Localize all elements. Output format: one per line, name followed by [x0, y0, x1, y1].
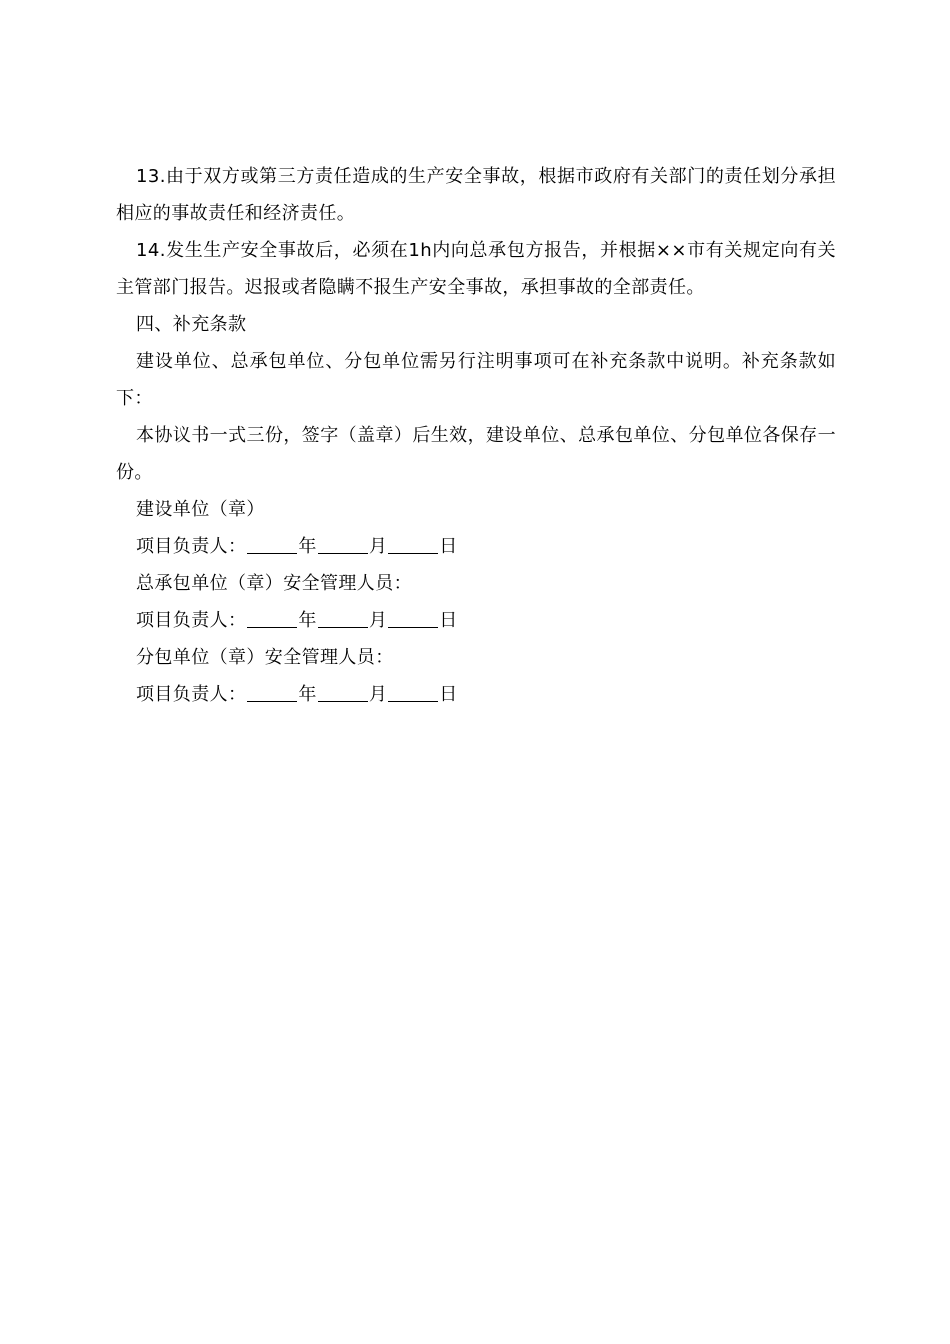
- document-body: [116, 158, 836, 713]
- month-label: 月: [368, 536, 388, 557]
- day-blank: [388, 535, 438, 554]
- day-blank: [388, 683, 438, 702]
- year-blank: [247, 609, 297, 628]
- copies-text: 本协议书一式三份，签字（盖章）后生效，建设单位、总承包单位、分包单位各保存一份。: [116, 425, 836, 483]
- subcontractor-manager-line: [116, 676, 836, 713]
- clause-14: 14.发生生产安全事故后，必须在1h内向总承包方报告，并根据××市有关规定向有关主管部门报告。迟报或者隐瞒不报生产安全事故，承担事故的全部责任。: [116, 240, 836, 298]
- clause-13: 13.由于双方或第三方责任造成的生产安全事故，根据市政府有关部门的责任划分承担相应的事故责任和经济责任。: [116, 166, 836, 224]
- day-label: 日: [439, 684, 458, 705]
- section-heading: 四、补充条款: [136, 314, 247, 335]
- year-label: 年: [298, 536, 317, 557]
- general-contractor-signature-label: 总承包单位（章）安全管理人员：: [136, 573, 412, 594]
- year-label: 年: [298, 610, 317, 631]
- manager-label: 项目负责人：: [136, 610, 247, 631]
- subcontractor-signature-label: 分包单位（章）安全管理人员：: [136, 647, 394, 668]
- year-blank: [247, 535, 297, 554]
- month-label: 月: [368, 610, 388, 631]
- manager-label: 项目负责人：: [136, 684, 247, 705]
- day-label: 日: [439, 536, 458, 557]
- month-blank: [318, 683, 368, 702]
- year-blank: [247, 683, 297, 702]
- month-blank: [318, 609, 368, 628]
- month-label: 月: [368, 684, 388, 705]
- general-contractor-manager-line: [116, 602, 836, 639]
- day-blank: [388, 609, 438, 628]
- day-label: 日: [439, 610, 458, 631]
- owner-signature-label: 建设单位（章）: [136, 499, 265, 520]
- supplement-text: 建设单位、总承包单位、分包单位需另行注明事项可在补充条款中说明。补充条款如下：: [116, 351, 836, 409]
- month-blank: [318, 535, 368, 554]
- owner-manager-line: [116, 528, 836, 565]
- year-label: 年: [298, 684, 317, 705]
- manager-label: 项目负责人：: [136, 536, 247, 557]
